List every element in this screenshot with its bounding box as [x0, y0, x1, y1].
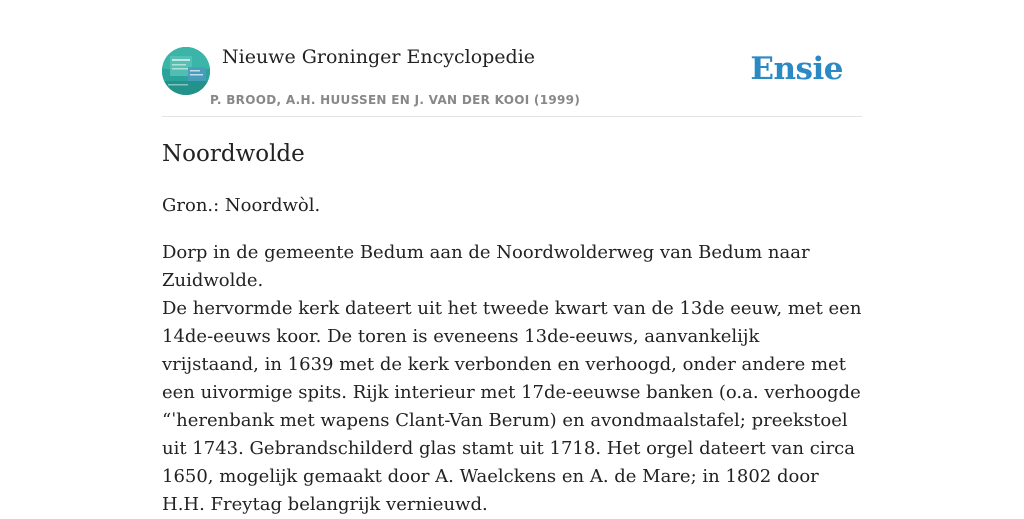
work-title[interactable]: Nieuwe Groninger Encyclopedie	[222, 46, 536, 68]
work-header	[162, 0, 862, 117]
entry-paragraph: Gron.: Noordwòl.	[162, 195, 321, 216]
brand-logo[interactable]: Ensie	[750, 51, 843, 87]
entry-title: Noordwolde	[162, 141, 305, 167]
work-authors: P. BROOD, A.H. HUUSSEN EN J. VAN DER KOOI (1999)	[210, 93, 581, 107]
entry-paragraph: De hervormde kerk dateert uit het tweede kwart van de 13de eeuw, met een 14de-eeuws koor. De toren is eveneens 13de-eeuws, aanvankelijk vrijstaand, in 1639 met de kerk verbonden en verhoogd, onder andere met een uivormige spits. Rijk interieur met 17de-eeuwse banken (o.a. verhoogde “ˈherenbank met wapens Clant-Van Berum) en avondmaalstafel; preekstoel uit 1743. Gebrandschilderd glas stamt uit 1718. Het orgel dateert van circa 1650, mogelijk gemaakt door A. Waelckens en A. de Mare; in 1802 door H.H. Freytag belangrijk vernieuwd.	[162, 298, 862, 515]
entry-paragraph: Dorp in de gemeente Bedum aan de Noordwolderweg van Bedum naar Zuidwolde.	[162, 242, 810, 291]
entry-page	[162, 0, 862, 515]
book-cover-thumbnail-icon[interactable]	[162, 47, 210, 95]
